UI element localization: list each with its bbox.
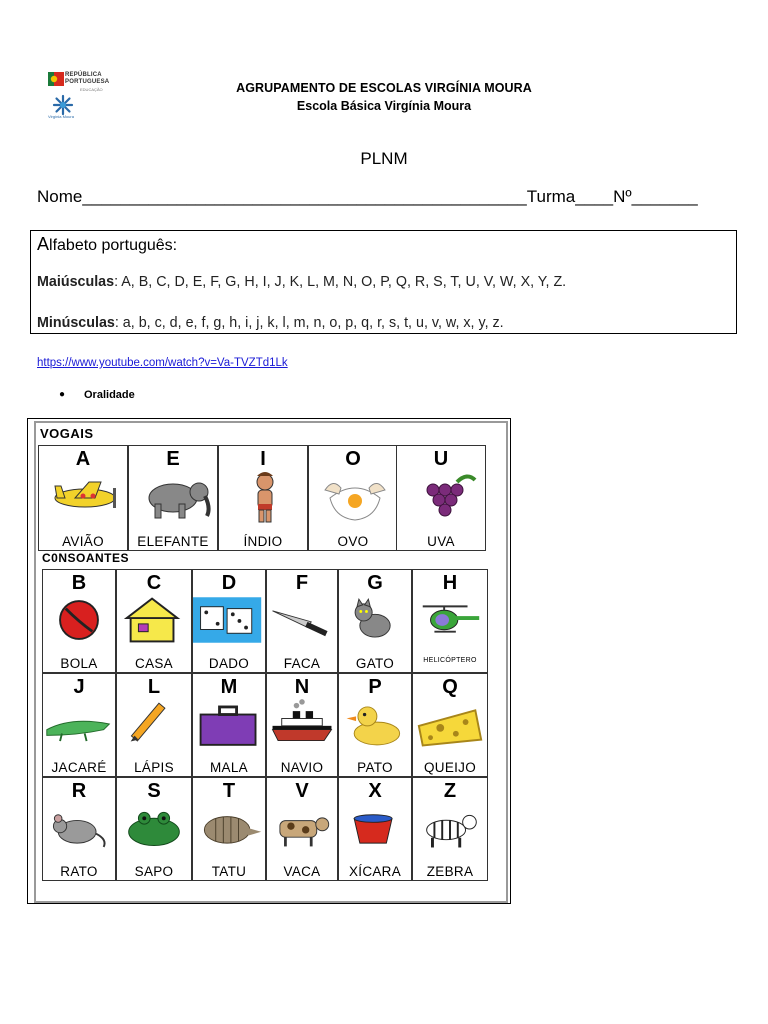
letter-card-z bbox=[412, 777, 488, 881]
card-letter: S bbox=[147, 780, 161, 802]
card-word: OVO bbox=[337, 534, 369, 549]
school-group-title: AGRUPAMENTO DE ESCOLAS VIRGÍNIA MOURA bbox=[236, 81, 532, 95]
helicopter-icon bbox=[413, 592, 487, 648]
cat-icon bbox=[339, 592, 411, 648]
alphabet-chart bbox=[34, 421, 508, 903]
school-name: Escola Básica Virgínia Moura bbox=[296, 99, 472, 113]
card-word: JACARÉ bbox=[51, 760, 107, 775]
card-letter: P bbox=[368, 676, 382, 698]
lowercase-row: Minúsculas: a, b, c, d, e, f, g, h, i, j, k, l, m, n, o, p, q, r, s, t, u, v, w, x, y, z. bbox=[37, 315, 504, 331]
card-letter: G bbox=[367, 572, 383, 594]
card-word: CASA bbox=[135, 656, 173, 671]
letter-card-g bbox=[338, 569, 412, 673]
letter-card-a bbox=[38, 445, 128, 551]
zebra-icon bbox=[413, 800, 487, 856]
card-word: VACA bbox=[283, 864, 321, 879]
letter-card-b bbox=[42, 569, 116, 673]
ball-icon bbox=[43, 592, 115, 648]
card-letter: H bbox=[442, 572, 458, 594]
card-word: GATO bbox=[355, 656, 395, 671]
numero-label: Nº bbox=[613, 187, 632, 206]
turma-label: Turma bbox=[526, 187, 576, 206]
letter-card-t bbox=[192, 777, 266, 881]
uppercase-row: Maiúsculas: A, B, C, D, E, F, G, H, I, J, K, L, M, N, O, P, Q, R, S, T, U, V, W, X, Y, Z. bbox=[37, 274, 567, 290]
letter-card-q bbox=[412, 673, 488, 777]
oralidade-heading: Oralidade bbox=[84, 389, 135, 401]
card-word: NAVIO bbox=[280, 760, 324, 775]
card-letter: I bbox=[260, 448, 266, 470]
mouse-icon bbox=[43, 800, 115, 856]
card-word: LÁPIS bbox=[134, 760, 174, 775]
armadillo-icon bbox=[193, 800, 265, 856]
card-word: QUEIJO bbox=[423, 760, 477, 775]
dice-icon bbox=[193, 592, 265, 648]
alphabet-chart-image bbox=[27, 418, 511, 904]
card-letter: X bbox=[368, 780, 382, 802]
card-word: MALA bbox=[210, 760, 248, 775]
card-letter: C bbox=[146, 572, 162, 594]
letter-card-v bbox=[266, 777, 338, 881]
knife-icon bbox=[267, 592, 337, 648]
card-word: PATO bbox=[357, 760, 393, 775]
card-word: ÍNDIO bbox=[243, 534, 283, 549]
boy-icon bbox=[219, 468, 307, 524]
frog-icon bbox=[117, 800, 191, 856]
letter-card-h bbox=[412, 569, 488, 673]
card-letter: M bbox=[220, 676, 238, 698]
youtube-link[interactable]: https://www.youtube.com/watch?v=Va-TVZTd1Lk bbox=[37, 357, 288, 369]
nome-field[interactable]: _______________________________________________ bbox=[82, 187, 527, 206]
duck-icon bbox=[339, 696, 411, 752]
card-word: UVA bbox=[427, 534, 455, 549]
letter-card-s bbox=[116, 777, 192, 881]
card-word: SAPO bbox=[134, 864, 174, 879]
letter-card-f bbox=[266, 569, 338, 673]
airplane-icon bbox=[39, 468, 127, 524]
alphabet-title: Alfabeto português: bbox=[37, 234, 178, 254]
pencil-icon bbox=[117, 696, 191, 752]
card-letter: O bbox=[345, 448, 361, 470]
letter-card-r bbox=[42, 777, 116, 881]
turma-field[interactable]: ____ bbox=[575, 187, 614, 206]
suitcase-icon bbox=[193, 696, 265, 752]
card-word: AVIÃO bbox=[62, 534, 104, 549]
card-letter: D bbox=[221, 572, 237, 594]
alligator-icon bbox=[43, 696, 115, 752]
card-word: FACA bbox=[283, 656, 321, 671]
card-letter: N bbox=[294, 676, 310, 698]
card-word: DADO bbox=[208, 656, 250, 671]
cow-icon bbox=[267, 800, 337, 856]
card-letter: Z bbox=[443, 780, 457, 802]
card-word: TATU bbox=[211, 864, 247, 879]
card-letter: R bbox=[71, 780, 87, 802]
letter-card-j bbox=[42, 673, 116, 777]
school-caption: Virgínia Moura bbox=[48, 114, 74, 119]
letter-card-x bbox=[338, 777, 412, 881]
letter-card-l bbox=[116, 673, 192, 777]
logo-subtext: EDUCAÇÃO bbox=[80, 87, 103, 92]
letter-card-e bbox=[128, 445, 218, 551]
alphabet-box bbox=[30, 230, 737, 334]
card-letter: J bbox=[73, 676, 85, 698]
numero-field[interactable]: _______ bbox=[631, 187, 698, 206]
card-word: ZEBRA bbox=[426, 864, 474, 879]
card-word: BOLA bbox=[60, 656, 98, 671]
cup-icon bbox=[339, 800, 411, 856]
letter-card-n bbox=[266, 673, 338, 777]
letter-card-o bbox=[308, 445, 398, 551]
grapes-icon bbox=[397, 468, 485, 524]
ship-icon bbox=[267, 696, 337, 752]
egg-icon bbox=[309, 468, 397, 524]
letter-card-m bbox=[192, 673, 266, 777]
logo-text: REPÚBLICA PORTUGUESA bbox=[65, 72, 110, 85]
letter-card-d bbox=[192, 569, 266, 673]
card-letter: V bbox=[295, 780, 309, 802]
card-letter: E bbox=[166, 448, 180, 470]
card-letter: Q bbox=[442, 676, 458, 698]
republica-portuguesa-logo bbox=[48, 70, 128, 126]
card-letter: U bbox=[433, 448, 449, 470]
bullet-icon: ● bbox=[59, 389, 66, 400]
card-letter: A bbox=[75, 448, 91, 470]
letter-card-c bbox=[116, 569, 192, 673]
card-word: ELEFANTE bbox=[137, 534, 209, 549]
nome-label: Nome bbox=[37, 187, 83, 206]
card-word: RATO bbox=[60, 864, 98, 879]
page-title: PLNM bbox=[360, 149, 408, 168]
student-info-line bbox=[37, 187, 698, 207]
card-word: HELICÓPTERO bbox=[423, 657, 477, 664]
cheese-icon bbox=[413, 696, 487, 752]
card-letter: B bbox=[71, 572, 87, 594]
consonants-label: C0NSOANTES bbox=[42, 551, 130, 565]
card-letter: T bbox=[222, 780, 236, 802]
vowels-label: VOGAIS bbox=[40, 426, 94, 441]
letter-card-p bbox=[338, 673, 412, 777]
card-word: XÍCARA bbox=[348, 864, 402, 879]
letter-card-i bbox=[218, 445, 308, 551]
letter-card-u bbox=[396, 445, 486, 551]
elephant-icon bbox=[129, 468, 217, 524]
house-icon bbox=[117, 592, 191, 648]
card-letter: L bbox=[147, 676, 161, 698]
card-letter: F bbox=[295, 572, 309, 594]
